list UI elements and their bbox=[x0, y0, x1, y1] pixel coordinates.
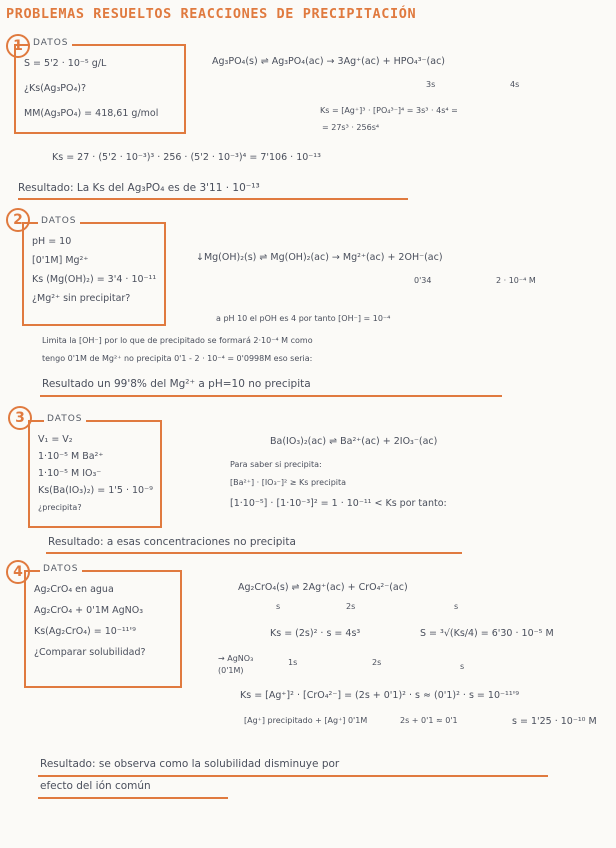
explanation-line: tengo 0'1M de Mg²⁺ no precipita 0'1 - 2 · 10⁻⁴ = 0'0998M eso seria: bbox=[42, 354, 313, 363]
ks-expression: = 27s³ · 256s⁴ bbox=[322, 123, 380, 132]
datos-line: Ks (Mg(OH)₂) = 3'4 · 10⁻¹¹ bbox=[32, 274, 157, 285]
section-1-datos-box bbox=[14, 38, 186, 134]
datos-line: Ag₂CrO₄ en agua bbox=[34, 584, 114, 595]
datos-line: [0'1M] Mg²⁺ bbox=[32, 255, 89, 266]
section-1-result: Resultado: La Ks del Ag₃PO₄ es de 3'11 · 10⁻¹³ bbox=[18, 182, 260, 194]
approximation-note: [Ag⁺] precipitado + [Ag⁺] 0'1M bbox=[244, 716, 368, 725]
datos-label: DATOS bbox=[44, 414, 86, 424]
approximation-note: 2s + 0'1 ≈ 0'1 bbox=[400, 716, 458, 725]
section-2-datos-box bbox=[22, 216, 166, 326]
equation: Ag₂CrO₄(s) ⇌ 2Ag⁺(ac) + CrO₄²⁻(ac) bbox=[238, 582, 408, 593]
ks-common-ion: Ks = [Ag⁺]² · [CrO₄²⁻] = (2s + 0'1)² · s ≈ (0'1)² · s = 10⁻¹¹'⁹ bbox=[240, 690, 520, 701]
section-1-number: 1 bbox=[6, 34, 30, 58]
datos-line: MM(Ag₃PO₄) = 418,61 g/mol bbox=[24, 108, 159, 119]
section-4-number: 4 bbox=[6, 560, 30, 584]
section-3-result: Resultado: a esas concentraciones no precipita bbox=[48, 536, 296, 548]
datos-line: ¿Ks(Ag₃PO₄)? bbox=[24, 83, 87, 94]
stoich-label: s bbox=[460, 662, 465, 671]
datos-line: 1·10⁻⁵ M IO₃⁻ bbox=[38, 468, 102, 479]
criterion-note: Para saber si precipita: bbox=[230, 460, 322, 469]
datos-line: 1·10⁻⁵ M Ba²⁺ bbox=[38, 451, 104, 462]
datos-line: Ks(Ba(IO₃)₂) = 1'5 · 10⁻⁹ bbox=[38, 485, 153, 496]
datos-line: S = 5'2 · 10⁻⁵ g/L bbox=[24, 58, 107, 69]
section-4-datos-box bbox=[24, 564, 182, 688]
solubility-result: S = ³√(Ks/4) = 6'30 · 10⁻⁵ M bbox=[420, 628, 554, 639]
section-2-result: Resultado un 99'8% del Mg²⁺ a pH=10 no precipita bbox=[42, 378, 311, 390]
datos-line: Ag₂CrO₄ + 0'1M AgNO₃ bbox=[34, 605, 143, 616]
result-underline bbox=[46, 552, 462, 554]
stoich-label: 1s bbox=[288, 658, 298, 667]
criterion-note: [Ba²⁺] · [IO₃⁻]² ≥ Ks precipita bbox=[230, 478, 347, 487]
page-title: PROBLEMAS RESUELTOS REACCIONES DE PRECIPITACIÓN bbox=[6, 6, 417, 22]
stoich-label: 0'34 bbox=[414, 276, 432, 285]
datos-label: DATOS bbox=[38, 216, 80, 226]
stoich-label: 2 · 10⁻⁴ M bbox=[496, 276, 536, 285]
datos-label: DATOS bbox=[40, 564, 82, 574]
section-4-result: efecto del ión común bbox=[40, 780, 151, 792]
stoich-label: 2s bbox=[346, 602, 356, 611]
ks-expression: Ks = [Ag⁺]³ · [PO₄³⁻]⁴ = 3s³ · 4s⁴ = bbox=[320, 106, 458, 115]
stoich-label: s bbox=[276, 602, 281, 611]
q-calculation: [1·10⁻⁵] · [1·10⁻³]² = 1 · 10⁻¹¹ < Ks por tanto: bbox=[230, 498, 447, 509]
equation: ↓Mg(OH)₂(s) ⇌ Mg(OH)₂(ac) → Mg²⁺(ac) + 2OH⁻(ac) bbox=[196, 252, 443, 263]
section-3-number: 3 bbox=[8, 406, 32, 430]
section-3-datos-box bbox=[28, 414, 162, 528]
stoich-label: 4s bbox=[510, 80, 520, 89]
common-ion-label: → AgNO₃ bbox=[218, 654, 254, 663]
datos-label: DATOS bbox=[30, 38, 72, 48]
section-2-number: 2 bbox=[6, 208, 30, 232]
solubility-common-ion: s = 1'25 · 10⁻¹⁰ M bbox=[512, 716, 597, 727]
stoich-label: 3s bbox=[426, 80, 436, 89]
result-underline bbox=[38, 797, 228, 799]
datos-line: ¿Mg²⁺ sin precipitar? bbox=[32, 293, 131, 304]
explanation-line: Limita la [OH⁻] por lo que de precipitado se formará 2·10⁻⁴ M como bbox=[42, 336, 313, 345]
result-underline bbox=[38, 775, 548, 777]
stoich-label: s bbox=[454, 602, 459, 611]
stoich-label: 2s bbox=[372, 658, 382, 667]
common-ion-label: (0'1M) bbox=[218, 666, 244, 675]
equation: Ag₃PO₄(s) ⇌ Ag₃PO₄(ac) → 3Ag⁺(ac) + HPO₄³⁻(ac) bbox=[212, 56, 446, 67]
datos-line: Ks(Ag₂CrO₄) = 10⁻¹¹'⁹ bbox=[34, 626, 136, 637]
datos-line: ¿Comparar solubilidad? bbox=[34, 647, 146, 658]
datos-line: ¿precipita? bbox=[38, 503, 82, 512]
poh-note: a pH 10 el pOH es 4 por tanto [OH⁻] = 10⁻⁴ bbox=[216, 314, 391, 323]
result-underline bbox=[40, 395, 502, 397]
ks-expression: Ks = (2s)² · s = 4s³ bbox=[270, 628, 361, 639]
datos-line: V₁ = V₂ bbox=[38, 434, 73, 445]
equation: Ba(IO₃)₂(ac) ⇌ Ba²⁺(ac) + 2IO₃⁻(ac) bbox=[270, 436, 438, 447]
ks-calculation: Ks = 27 · (5'2 · 10⁻³)³ · 256 · (5'2 · 10⁻³)⁴ = 7'106 · 10⁻¹³ bbox=[52, 152, 321, 163]
datos-line: pH = 10 bbox=[32, 236, 72, 247]
section-4-result: Resultado: se observa como la solubilidad disminuye por bbox=[40, 758, 340, 770]
result-underline bbox=[18, 198, 408, 200]
